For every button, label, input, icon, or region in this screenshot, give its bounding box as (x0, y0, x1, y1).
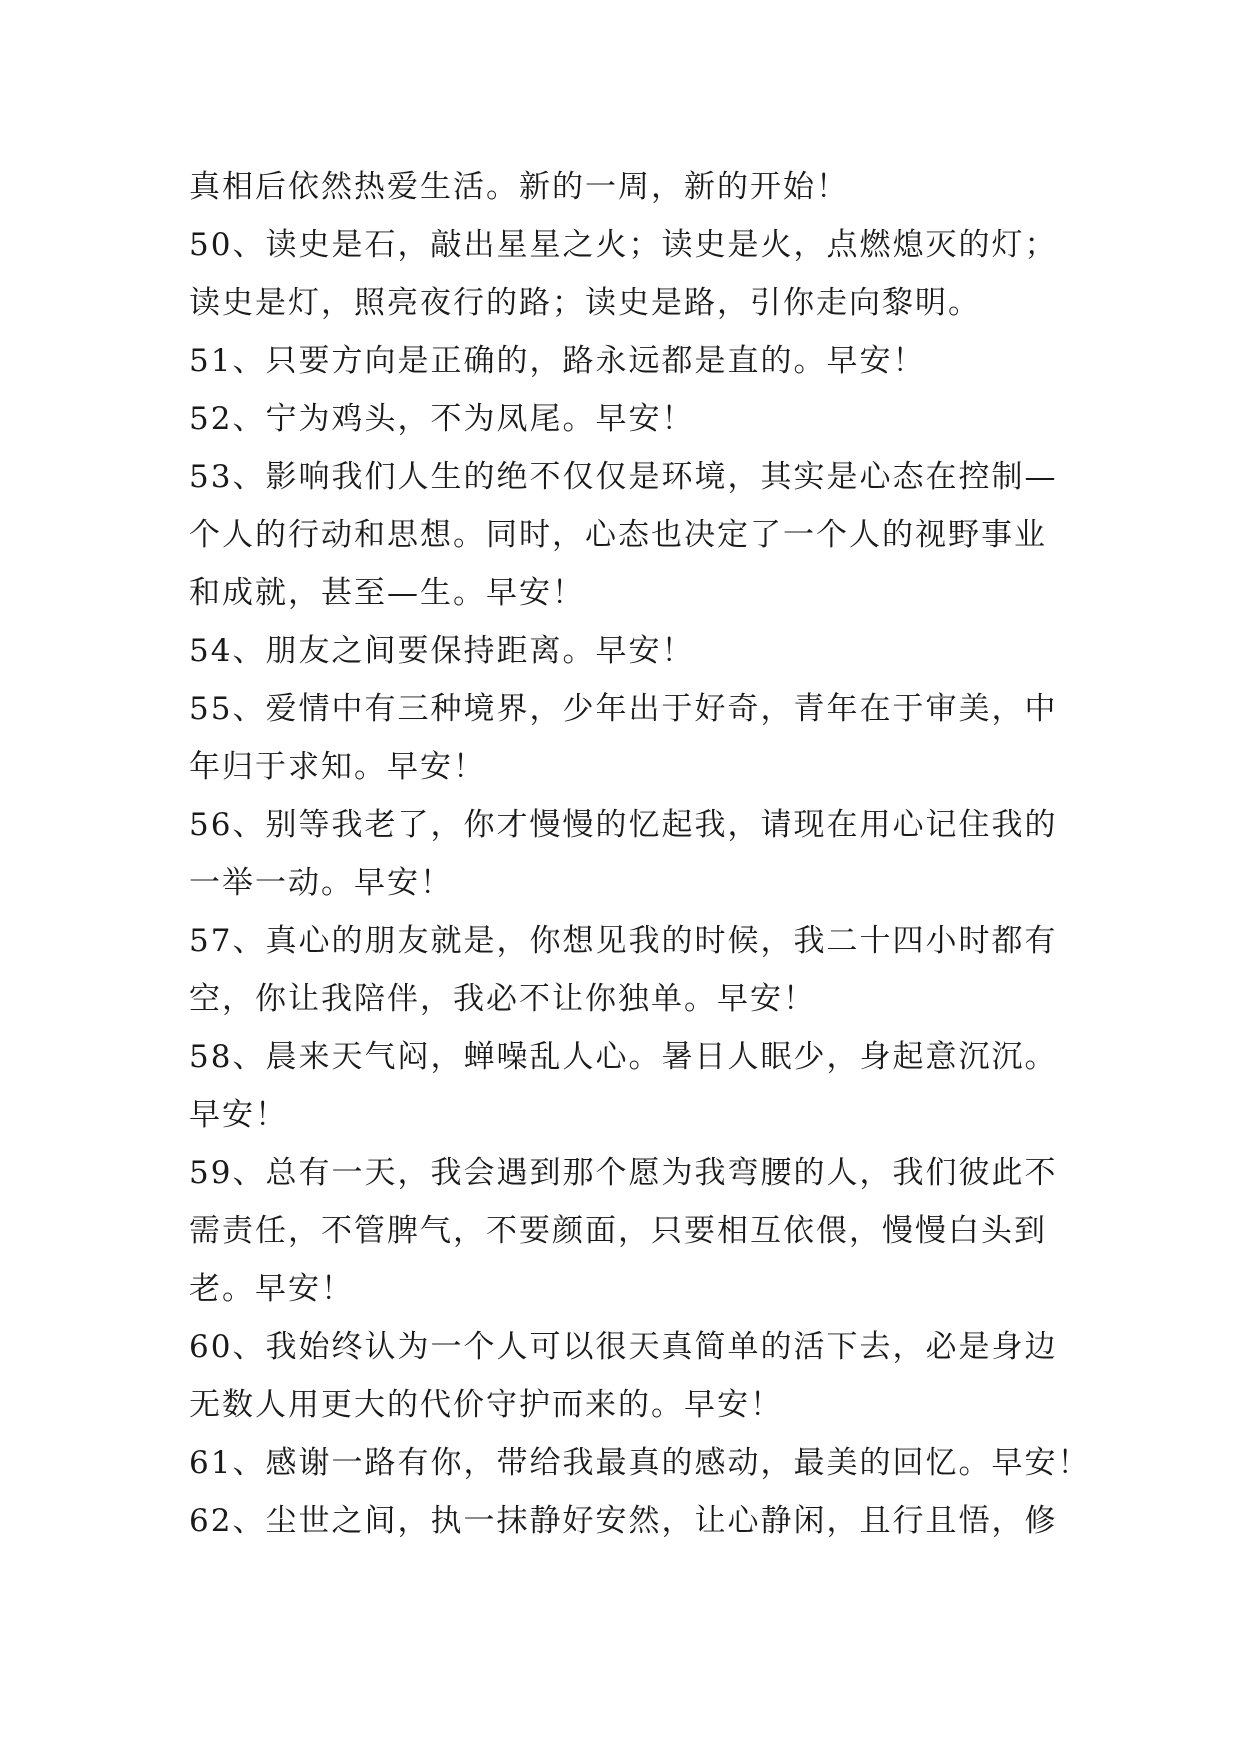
text-line: 55、爱情中有三种境界，少年出于好奇，青年在于审美，中 (189, 691, 1058, 727)
text-line: 51、只要方向是正确的，路永远都是直的。早安！ (189, 343, 926, 379)
text-line: 62、尘世之间，执一抹静好安然，让心静闲，且行且悟，修 (189, 1503, 1058, 1539)
text-line: 57、真心的朋友就是，你想见我的时候，我二十四小时都有 (189, 923, 1058, 959)
text-line: 52、宁为鸡头，不为凤尾。早安！ (189, 401, 695, 437)
text-line: 56、别等我老了，你才慢慢的忆起我，请现在用心记住我的 (189, 807, 1058, 843)
text-line: 53、影响我们人生的绝不仅仅是环境，其实是心态在控制— (189, 459, 1058, 495)
text-line: 60、我始终认为一个人可以很天真简单的活下去，必是身边 (189, 1329, 1058, 1365)
text-line: 61、感谢一路有你，带给我最真的感动，最美的回忆。早安！ (189, 1445, 1091, 1481)
text-line: 50、读史是石，敲出星星之火；读史是火，点燃熄灭的灯； (189, 227, 1058, 263)
text-line: 需责任，不管脾气，不要颜面，只要相互依偎，慢慢白头到 (189, 1213, 1047, 1249)
text-line: 无数人用更大的代价守护而来的。早安！ (189, 1387, 783, 1423)
text-line: 读史是灯，照亮夜行的路；读史是路，引你走向黎明。 (189, 285, 981, 321)
text-line: 真相后依然热爱生活。新的一周，新的开始！ (189, 169, 849, 205)
text-line: 54、朋友之间要保持距离。早安！ (189, 633, 695, 669)
text-line: 个人的行动和思想。同时，心态也决定了一个人的视野事业 (189, 517, 1047, 553)
text-line: 老。早安！ (189, 1271, 354, 1307)
text-line: 59、总有一天，我会遇到那个愿为我弯腰的人，我们彼此不 (189, 1155, 1058, 1191)
text-line: 空，你让我陪伴，我必不让你独单。早安！ (189, 981, 816, 1017)
text-line: 58、晨来天气闷，蝉噪乱人心。暑日人眠少，身起意沉沉。 (189, 1039, 1058, 1075)
text-line: 一举一动。早安！ (189, 865, 453, 901)
text-line: 年归于求知。早安！ (189, 749, 486, 785)
text-line: 早安！ (189, 1097, 288, 1133)
text-line: 和成就，甚至—生。早安！ (189, 575, 585, 611)
document-body (189, 158, 1089, 1550)
